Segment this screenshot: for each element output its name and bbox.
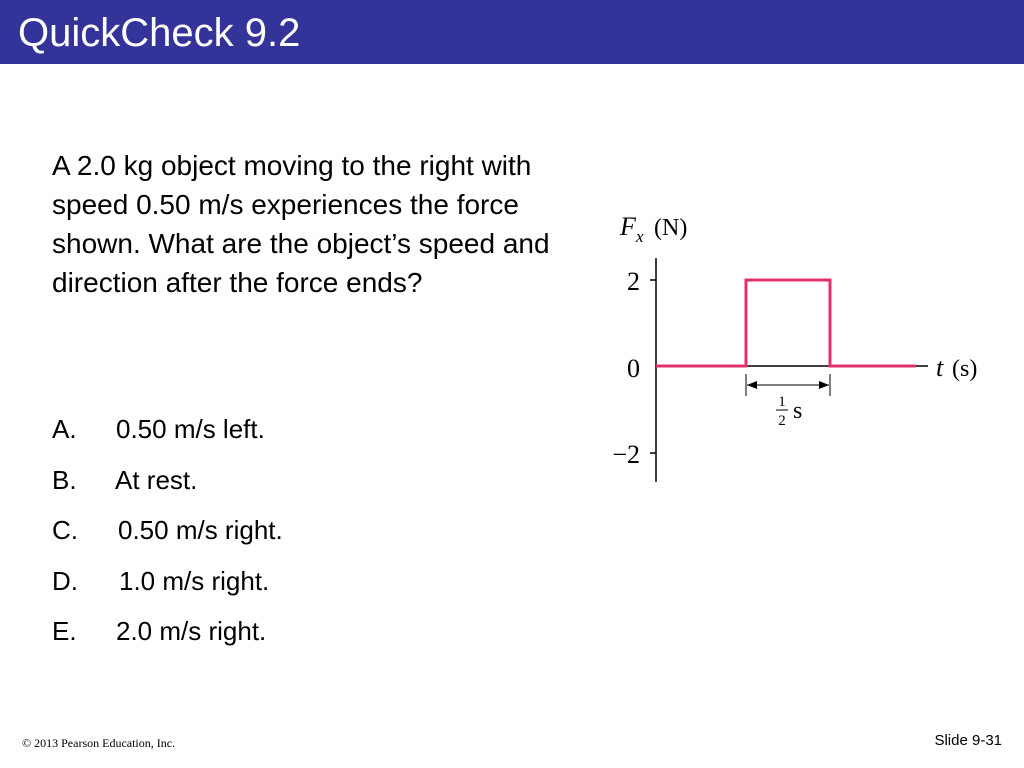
title-bar xyxy=(0,0,1024,64)
slide-number: Slide 9-31 xyxy=(934,732,1002,749)
choice-letter: D. xyxy=(52,566,78,596)
force-time-graph xyxy=(590,200,1000,490)
choice-text: 0.50 m/s left. xyxy=(116,414,265,444)
question-text: A 2.0 kg object moving to the right with speed 0.50 m/s experiences the force shown. What are the object’s speed and direction after the force ends? xyxy=(52,150,550,298)
copyright: © 2013 Pearson Education, Inc. xyxy=(22,736,176,750)
arrowhead-right xyxy=(819,381,829,389)
choice-text: 0.50 m/s right. xyxy=(118,515,283,545)
slide-title: QuickCheck 9.2 xyxy=(18,11,301,55)
choice-letter: A. xyxy=(52,414,77,444)
force-pulse xyxy=(656,280,916,366)
choice-letter: B. xyxy=(52,465,77,495)
duration-unit: s xyxy=(793,398,803,424)
y-tick-label: 0 xyxy=(627,354,640,383)
x-axis-unit: (s) xyxy=(952,356,978,382)
y-axis-unit: (N) xyxy=(654,215,688,241)
y-tick-label: 2 xyxy=(627,267,640,296)
arrowhead-left xyxy=(747,381,757,389)
y-axis-subscript: x xyxy=(636,227,644,246)
choice-letter: C. xyxy=(52,515,78,545)
choice-letter: E. xyxy=(52,616,77,646)
duration-numerator: 1 xyxy=(778,394,786,410)
duration-denominator: 2 xyxy=(778,413,786,429)
choice-text: 1.0 m/s right. xyxy=(119,566,270,596)
y-tick-label: −2 xyxy=(612,440,640,469)
y-axis-variable: F xyxy=(620,212,636,241)
x-axis-variable: t xyxy=(936,353,944,382)
choice-text: 2.0 m/s right. xyxy=(116,616,267,646)
choice-text: At rest. xyxy=(115,465,198,495)
